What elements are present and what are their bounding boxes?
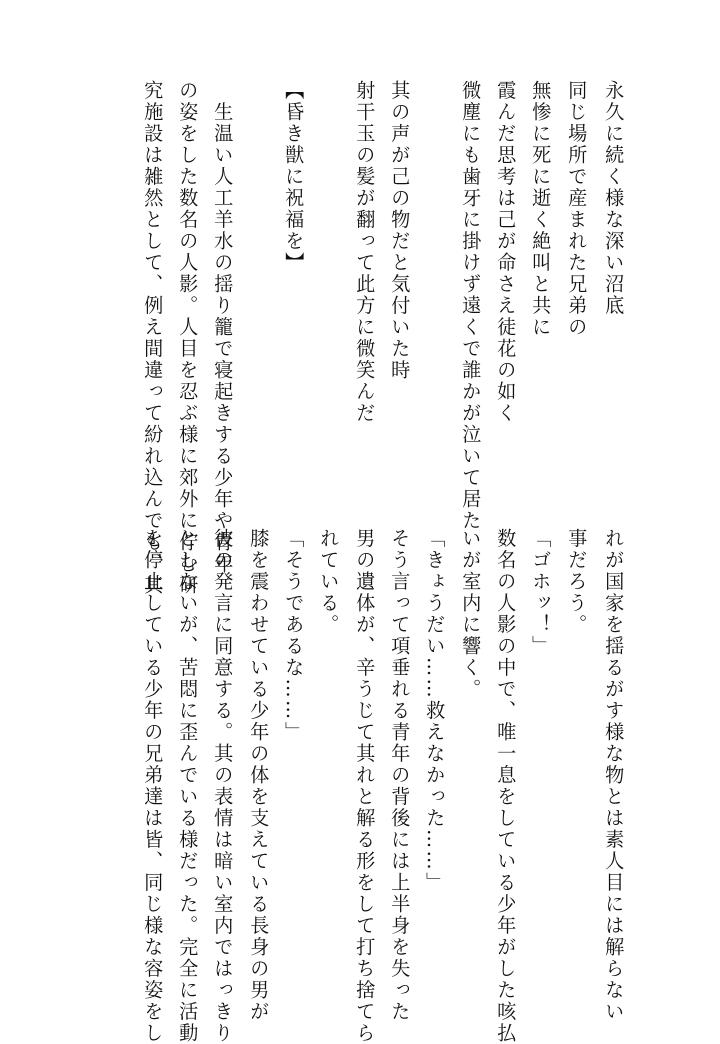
chapter-title: 【昏き獣に祝福を】 [282,80,306,274]
upper-line-10: 究施設は雑然として、例え間違って紛れ込んでも、其 [141,80,165,596]
lower-line-2: 事だろう。 [565,528,589,636]
lower-line-11: 膝を震わせている少年の体を支えている長身の男が [247,528,271,1023]
upper-line-5: 微塵にも歯牙に掛けず遠くで誰かが泣いて居た [459,80,483,532]
lower-line-3: 「ゴホッ！」 [529,528,553,657]
upper-line-2: 同じ場所で産まれた兄弟の [565,80,589,338]
upper-line-9: の姿をした数名の人影。人目を忍ぶ様に郊外に佇む研 [176,80,200,596]
upper-line-1: 永久に続く様な深い沼底 [602,80,626,317]
lower-line-13: としないが、苦悶に歪んでいる様だった。完全に活動 [176,528,200,1044]
upper-line-4: 霞んだ思考は己が命さえ徒花の如く [494,80,518,424]
upper-line-8: 生温い人工羊水の揺り籠で寝起きする少年や青年 [211,80,235,575]
lower-line-6: 「きょうだい……救えなかった……」 [423,528,447,894]
lower-line-9: れている。 [317,528,341,636]
upper-line-7: 射干玉の髪が翻って此方に微笑んだ [353,80,377,424]
lower-line-7: そう言って項垂れる青年の背後には上半身を失った [388,528,412,1023]
lower-line-10: 「そうであるな……」 [282,528,306,743]
upper-line-3: 無惨に死に逝く絶叫と共に [529,80,553,338]
upper-line-6: 其の声が己の物だと気付いた時 [388,80,412,381]
lower-line-8: 男の遺体が、辛うじて其れと解る形をして打ち捨てら [353,528,377,1044]
lower-line-14: を停止している少年の兄弟達は皆、同じ様な容姿をし [141,528,165,1044]
lower-line-12: 彼の発言に同意する。其の表情は暗い室内ではっきり [211,528,235,1044]
lower-line-1: れが国家を揺るがす様な物とは素人目には解らない [602,528,626,1023]
lower-line-5: いが室内に響く。 [459,528,483,700]
lower-line-4: 数名の人影の中で、唯一息をしている少年がした咳払 [494,528,518,1044]
